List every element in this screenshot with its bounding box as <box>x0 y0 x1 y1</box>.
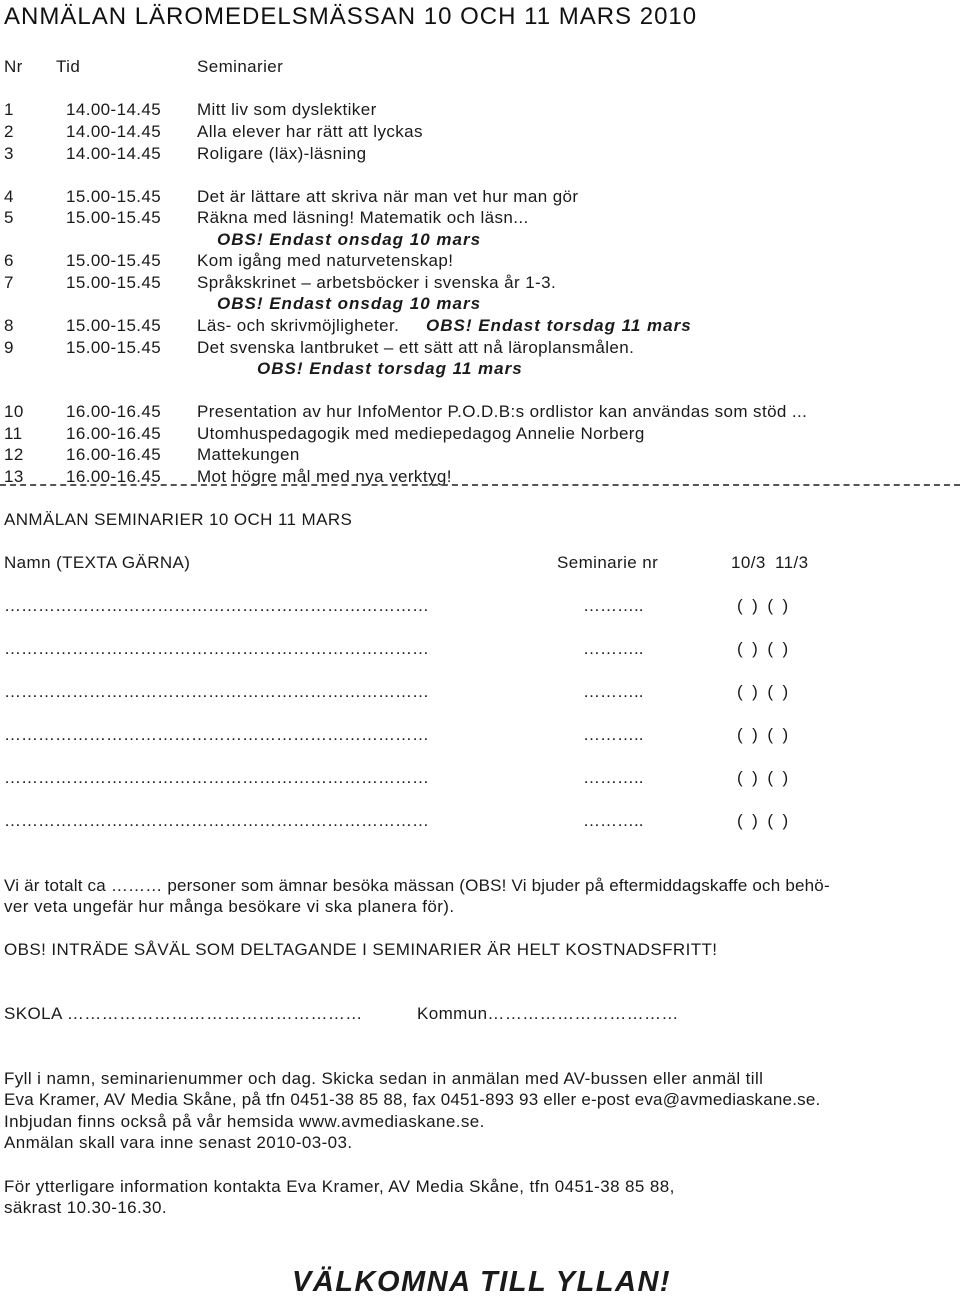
seminar-title: Räkna med läsning! Matematik och läsn... <box>197 208 529 227</box>
name-field[interactable]: ………………………………………………………………… <box>4 725 429 744</box>
seminar-note: OBS! Endast onsdag 10 mars <box>217 230 482 249</box>
seminar-title: Mitt liv som dyslektiker <box>197 100 377 119</box>
seminar-time: 16.00-16.45 <box>66 424 162 443</box>
seminar-time: 16.00-16.45 <box>66 445 162 464</box>
seminar-nr: 5 <box>4 208 14 227</box>
seminar-nr: 6 <box>4 251 14 270</box>
seminar-nr: 2 <box>4 122 14 141</box>
seminar-note: OBS! Endast onsdag 10 mars <box>217 294 482 313</box>
seminar-time: 15.00-15.45 <box>66 187 162 206</box>
contact-line: För ytterligare information kontakta Eva Kramer, AV Media Skåne, tfn 0451-38 85 88, <box>4 1177 675 1196</box>
date-checkboxes[interactable]: ( ) ( ) <box>737 596 789 615</box>
seminar-title: Alla elever har rätt att lyckas <box>197 122 423 141</box>
date-checkboxes[interactable]: ( ) ( ) <box>737 682 789 701</box>
seminar-nr: 10 <box>4 402 24 421</box>
seminar-time: 16.00-16.45 <box>66 467 162 486</box>
seminar-title: Kom igång med naturvetenskap! <box>197 251 454 270</box>
seminar-nr: 3 <box>4 144 14 163</box>
seminar-time: 15.00-15.45 <box>66 251 162 270</box>
kommun-field[interactable]: Kommun…………………………… <box>417 1004 679 1023</box>
seminar-title: Mot högre mål med nya verktyg! <box>197 467 452 486</box>
form-column-seminar: Seminarie nr <box>557 553 659 572</box>
column-header-nr: Nr <box>4 57 23 76</box>
contact-line: säkrast 10.30-16.30. <box>4 1198 167 1217</box>
seminar-title: Utomhuspedagogik med mediepedagog Annelie Norberg <box>197 424 645 443</box>
name-field[interactable]: ………………………………………………………………… <box>4 811 429 830</box>
instructions-line: Inbjudan finns också på vår hemsida www.avmediaskane.se. <box>4 1112 485 1131</box>
free-entry-notice: OBS! INTRÄDE SÅVÄL SOM DELTAGANDE I SEMINARIER ÄR HELT KOSTNADSFRITT! <box>4 940 718 959</box>
seminar-nr: 8 <box>4 316 14 335</box>
seminar-number-field[interactable]: ……….. <box>583 639 644 658</box>
attendee-count-text-cont: ver veta ungefär hur många besökare vi ska planera för). <box>4 897 455 916</box>
page-title: ANMÄLAN LÄROMEDELSMÄSSAN 10 OCH 11 MARS 2010 <box>4 3 698 30</box>
seminar-nr: 11 <box>4 424 23 443</box>
instructions-line: Fyll i namn, seminarienummer och dag. Skicka sedan in anmälan med AV-bussen eller anmäl till <box>4 1069 764 1088</box>
date-checkboxes[interactable]: ( ) ( ) <box>737 811 789 830</box>
name-field[interactable]: ………………………………………………………………… <box>4 639 429 658</box>
form-column-name: Namn (TEXTA GÄRNA) <box>4 553 191 572</box>
name-field[interactable]: ………………………………………………………………… <box>4 682 429 701</box>
seminar-number-field[interactable]: ……….. <box>583 811 644 830</box>
seminar-number-field[interactable]: ……….. <box>583 596 644 615</box>
seminar-nr: 4 <box>4 187 14 206</box>
date-checkboxes[interactable]: ( ) ( ) <box>737 725 789 744</box>
seminar-number-field[interactable]: ……….. <box>583 682 644 701</box>
seminar-title: Presentation av hur InfoMentor P.O.D.B:s ordlistor kan användas som stöd ... <box>197 402 808 421</box>
seminar-nr: 9 <box>4 338 14 357</box>
seminar-time: 14.00-14.45 <box>66 144 162 163</box>
seminar-nr: 12 <box>4 445 24 464</box>
seminar-note: OBS! Endast torsdag 11 mars <box>257 359 523 378</box>
date-checkboxes[interactable]: ( ) ( ) <box>737 768 789 787</box>
column-header-tid: Tid <box>56 57 81 76</box>
seminar-time: 16.00-16.45 <box>66 402 162 421</box>
seminar-time: 14.00-14.45 <box>66 122 162 141</box>
seminar-time: 15.00-15.45 <box>66 316 162 335</box>
seminar-title: Läs- och skrivmöjligheter. <box>197 316 400 335</box>
seminar-nr: 1 <box>4 100 14 119</box>
instructions-line: Anmälan skall vara inne senast 2010-03-03. <box>4 1133 353 1152</box>
seminar-nr: 7 <box>4 273 14 292</box>
name-field[interactable]: ………………………………………………………………… <box>4 596 429 615</box>
seminar-time: 14.00-14.45 <box>66 100 162 119</box>
form-column-date-11-3: 11/3 <box>775 553 809 572</box>
seminar-title: Språkskrinet – arbetsböcker i svenska år 1-3. <box>197 273 557 292</box>
welcome-heading: VÄLKOMNA TILL YLLAN! <box>292 1266 672 1298</box>
seminar-nr: 13 <box>4 467 24 486</box>
cut-line-divider <box>0 484 960 486</box>
seminar-title: Det är lättare att skriva när man vet hur man gör <box>197 187 579 206</box>
seminar-note: OBS! Endast torsdag 11 mars <box>426 316 692 335</box>
seminar-time: 15.00-15.45 <box>66 208 162 227</box>
instructions-line: Eva Kramer, AV Media Skåne, på tfn 0451-38 85 88, fax 0451-893 93 eller e-post eva@avmediaskane.se. <box>4 1090 821 1109</box>
seminar-time: 15.00-15.45 <box>66 273 162 292</box>
form-heading: ANMÄLAN SEMINARIER 10 OCH 11 MARS <box>4 510 353 529</box>
seminar-number-field[interactable]: ……….. <box>583 725 644 744</box>
school-field[interactable]: SKOLA …………………………………………… <box>4 1004 363 1023</box>
seminar-time: 15.00-15.45 <box>66 338 162 357</box>
seminar-title: Mattekungen <box>197 445 300 464</box>
date-checkboxes[interactable]: ( ) ( ) <box>737 639 789 658</box>
seminar-title: Det svenska lantbruket – ett sätt att nå läroplansmålen. <box>197 338 635 357</box>
name-field[interactable]: ………………………………………………………………… <box>4 768 429 787</box>
column-header-seminarier: Seminarier <box>197 57 284 76</box>
attendee-count-text: Vi är totalt ca ……… personer som ämnar besöka mässan (OBS! Vi bjuder på eftermiddagskaffe och behö- <box>4 876 830 895</box>
form-column-date-10-3: 10/3 <box>731 553 766 572</box>
seminar-title: Roligare (läx)-läsning <box>197 144 367 163</box>
seminar-number-field[interactable]: ……….. <box>583 768 644 787</box>
